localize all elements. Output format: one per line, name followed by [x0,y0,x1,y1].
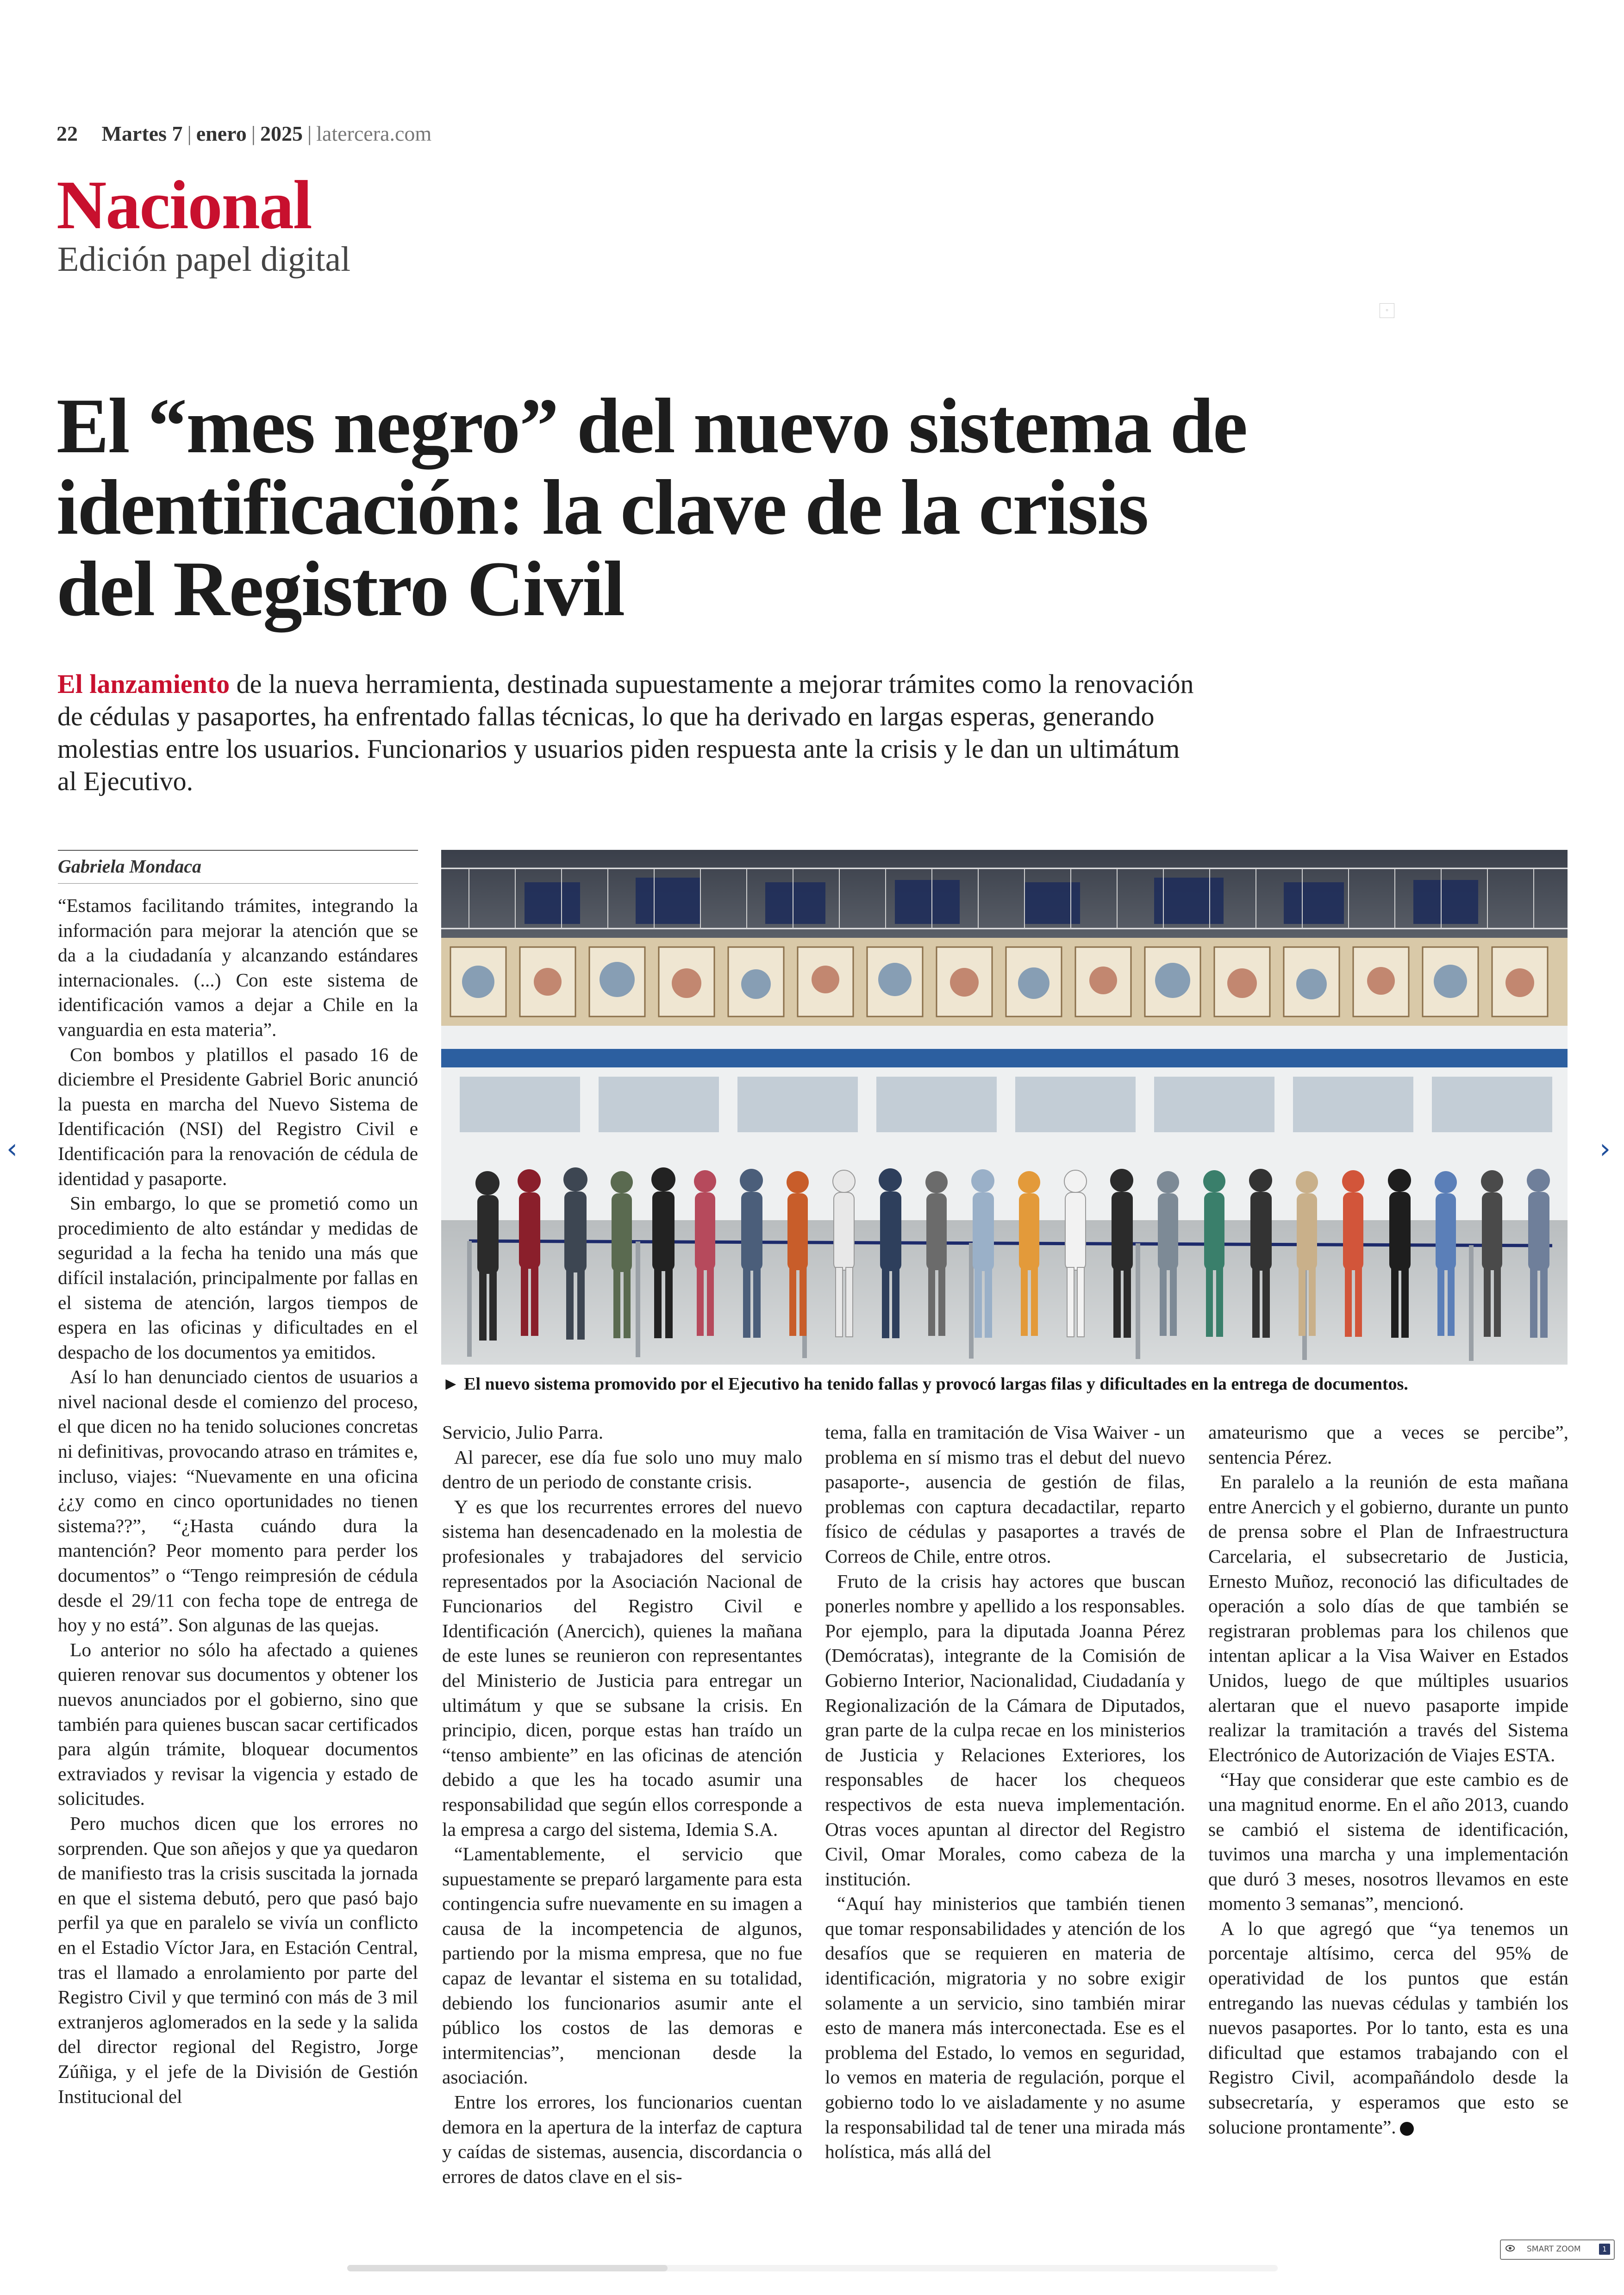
end-mark-icon [1400,2122,1414,2136]
paragraph: “Lamentablemente, el servicio que supuestamente se preparó largamente para esta contingencia sufre nuevamente en su imagen a causa de la incompetencia de algunos, partiendo por la misma empresa, que no fue capaz de levantar el sistema en su totalidad, debiendo los funcionarios asumir ante el público los costos de las demoras e intermitencias”, mencionan desde la asociación. [442,1843,802,2088]
paragraph: Lo anterior no sólo ha afectado a quienes quieren renovar sus documentos y obtener los nuevos anunciados por el gobierno, sino que también para quienes buscan sacar certificados para algún trámite, bloquear documentos extraviados y revisar la vigencia y estado de solicitudes. [58,1639,418,1809]
page-folio: 22 Martes 7 | enero | 2025 | latercera.com [56,122,432,145]
page-number: 22 [56,122,78,145]
paragraph: En paralelo a la reunión de esta mañana entre Anercich y el gobierno, durante un punto de prensa sobre el Plan de Infraestructura Carcelaria, el subsecretario de Justicia, Ernesto Muñoz, reconoció las dificultades de operación a solo días de que también se registraran problemas para los chilenos que intentan aplicar a la Visa Waiver en Estados Unidos, luego de que múltiples usuarios alertaran que el nuevo pasaporte impide realizar la tramitación a través del Sistema Electrónico de Autorización de Viajes ESTA. [1208,1471,1568,1765]
byline-rule [58,850,418,851]
issue-year: 2025 [260,122,303,145]
paragraph [1208,1916,1568,2139]
smart-zoom-button[interactable] [1500,2239,1615,2260]
paragraph: Así lo han denunciado cientos de usuarios a nivel nacional desde el comienzo del proceso, el que dicen no ha tenido soluciones concretas ni definitivas, provocando atraso en trámites e, incluso, viajes: “Nuevamente en una oficina ¿¿y como en cinco oportunidades no tienen sistema??”, “¿Hasta cuándo dura la mantención? Peor momento para perder los documentos” o “Tengo reimpresión de cédula desde el 29/11 con fecha tope de entrega de hoy y no está”. Son algunas de las quejas. [58,1366,418,1636]
article-lead [57,668,1196,798]
paragraph: Y es que los recurrentes errores del nuevo sistema han desencadenado en la molestia de profesionales y trabajadores del servicio representados por la Asociación Nacional de Funcionarios del Registro Civil e Identificación (Anercich), quienes la mañana de este lunes se reunieron con representantes del Ministerio de Justicia para entregar un ultimátum y que se subsane la crisis. En principio, dicen, porque estas han traído un “tenso ambiente” en las oficinas de atención debido a que les ha tocado asumir una responsabilidad que según ellos corresponde a la empresa a cargo del sistema, Idemia S.A. [442,1496,802,1840]
smart-zoom-label: SMART ZOOM [1527,2245,1581,2254]
paragraph: tema, falla en tramitación de Visa Waiver - un problema en sí mismo tras el debut del nuevo pasaporte-, ausencia de gestión de filas, problemas con captura decadactilar, reparto físico de cédulas y pasaportes a través de Correos de Chile, entre otros. [825,1422,1185,1567]
section-title: Nacional [56,167,312,243]
byline-rule [58,883,418,884]
paragraph: Entre los errores, los funcionarios cuentan demora en la apertura de la interfaz de captura y caídas de sistemas, ausencia, discordancia o errores de datos clave en el sis- [442,2091,802,2187]
paragraph: amateurismo que a veces se percibe”, sentencia Pérez. [1208,1422,1568,1468]
article-photo [441,850,1568,1365]
chevron-right-icon[interactable]: › [1599,1133,1611,1165]
smart-zoom-count: 1 [1599,2244,1610,2255]
paragraph: Con bombos y platillos el pasado 16 de diciembre el Presidente Gabriel Boric anunció la puesta en marcha del Nuevo Sistema de Identificación (NSI) del Registro Civil e Identificación para la renovación de cédula de identidad y pasaporte. [58,1043,418,1189]
paragraph: Servicio, Julio Parra. [442,1422,604,1443]
edition-label: Edición papel digital [57,240,351,279]
issue-day: Martes 7 [101,122,183,145]
paragraph: Fruto de la crisis hay actores que buscan ponerles nombre y apellido a los responsables. Por ejemplo, para la diputada Joanna Pérez (Demócratas), integrante de la Comisión de Gobierno Interior, Nacionalidad, Ciudadanía y Regionalización de la Cámara de Diputados, gran parte de la culpa recae en los ministerios de Justicia y Relaciones Exteriores, los responsables de hacer los chequeos respectivos de esta nueva implementación. Otras voces apuntan al director del Registro Civil, Omar Morales, como cabeza de la institución. [825,1570,1185,1890]
paragraph: Al parecer, ese día fue solo uno muy malo dentro de un periodo de constante crisis. [442,1446,802,1493]
article-column-1 [58,893,418,2109]
paragraph: Pero muchos dicen que los errores no sorprenden. Que son añejos y que ya quedaron de manifiesto tras la crisis suscitada la jornada en que el sistema debutó, pero que pasó bajo perfil ya que en paralelo se vivía un conflicto en el Estadio Víctor Jara, en Estación Central, tras el llamado a enrolamiento por parte del Registro Civil y que terminó con más de 3 mil extranjeros aglomerados en la sede y la salida del director regional del Registro, Jorge Zúñiga, y el jefe de la División de Gestión Institucional del [58,1812,418,2107]
photo-caption: ► El nuevo sistema promovido por el Ejecutivo ha tenido fallas y provocó largas filas y dificultades en la entrega de documentos. [442,1374,1408,1394]
paragraph: “Estamos facilitando trámites, integrando la información para mejorar la atención que se da a la ciudadanía y alcanzando estándares internacionales. (...) Con este sistema de identificación vamos a dejar a Chile en la vanguardia en esta materia”. [58,895,418,1040]
article-headline: El “mes negro” del nuevo sistema de identificación: la clave de la crisis del Registro Civil [56,382,1247,632]
byline: Gabriela Mondaca [58,856,201,877]
paragraph: Sin embargo, lo que se prometió como un procedimiento de alto estándar y medidas de seguridad a la fecha ha tenido una más que difícil instalación, principalmente por fallas en el sistema de atención, largos tiempos de espera en las oficinas y dificultades en el despacho de los documentos ya emitidos. [58,1192,418,1363]
chevron-left-icon[interactable]: ‹ [6,1133,18,1165]
site-name: latercera.com [316,122,432,145]
paragraph: “Aquí hay ministerios que también tienen que tomar responsabilidades y atención de los desafíos que se requieren en materia de identificación, migratoria y no sobre exigir solamente a un servicio, sino también mirar esto de manera más interconectada. Ese es el problema del Estado, lo vemos en seguridad, lo vemos en materia de regulación, porque el gobierno todo lo ve aisladamente y no asume la responsabilidad tal de tener una mirada más holística, más allá del [825,1893,1185,2163]
lead-kicker: El lanzamiento [57,669,230,699]
scrollbar-thumb[interactable] [347,2265,668,2271]
page-marker-icon: ▫ [1380,303,1394,318]
article-column-3 [825,1420,1185,2164]
paragraph-text: A lo que agregó que “ya tenemos un porcentaje altísimo, cerca del 95% de operatividad de los puntos que están entregando las nuevas cédulas y también los nuevos pasaportes. Por lo tanto, esta es una dificultad que estamos trabajando con el Registro Civil, acompañándolo desde la subsecretaría, y esperamos que esto se solucione prontamente”. [1208,1917,1568,2138]
article-column-4 [1208,1420,1568,2139]
paragraph: “Hay que considerar que este cambio es de una magnitud enorme. En el año 2013, cuando se cambió el sistema de identificación, tuvimos una marcha y una implementación que duró 3 meses, nosotros llevamos en este momento 3 semanas”, mencionó. [1208,1769,1568,1915]
issue-month: enero [196,122,247,145]
lead-text: de la nueva herramienta, destinada supuestamente a mejorar trámites como la renovación de cédulas y pasaportes, ha enfrentado fallas técnicas, lo que ha derivado en largas esperas, generando molestias entre los usuarios. Funcionarios y usuarios piden respuesta ante la crisis y le dan un ultimátum al Ejecutivo. [57,669,1194,796]
eye-icon [1505,2245,1515,2251]
article-column-2 [442,1420,802,2189]
